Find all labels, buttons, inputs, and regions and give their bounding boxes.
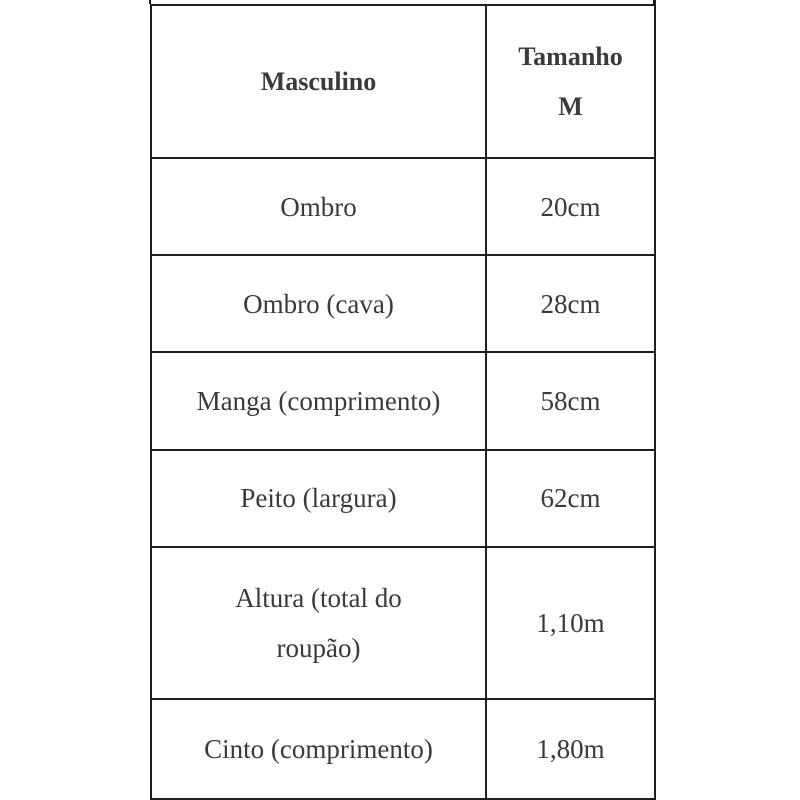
- header-masculino-label: Masculino: [260, 66, 377, 96]
- row-item-cell: [151, 158, 486, 255]
- row-value: 1,80m: [536, 733, 605, 764]
- row-value: 58cm: [540, 385, 601, 416]
- row-value-cell: [486, 547, 655, 699]
- row-item-label-line1: Altura (total do: [235, 582, 402, 613]
- header-masculino: [151, 5, 486, 158]
- row-value-cell: [486, 699, 655, 799]
- row-value: 62cm: [540, 483, 601, 514]
- table-row: [151, 547, 655, 699]
- row-value-cell: [486, 352, 655, 449]
- row-value: 20cm: [540, 191, 601, 222]
- table-row: [151, 158, 655, 255]
- row-item-label: Peito (largura): [240, 483, 397, 514]
- row-item-label-line2: roupão): [276, 632, 361, 663]
- row-item-label: Ombro (cava): [243, 288, 394, 319]
- header-tamanho: [486, 5, 655, 158]
- row-value-cell: [486, 255, 655, 352]
- table-row: [151, 255, 655, 352]
- row-item-cell: [151, 547, 486, 699]
- row-item-cell: [151, 450, 486, 547]
- header-size-m-label: M: [558, 91, 583, 121]
- size-chart-table: [150, 4, 656, 800]
- row-item-label: Cinto (comprimento): [204, 733, 433, 764]
- row-value-cell: [486, 158, 655, 255]
- table-header-row: [151, 5, 655, 158]
- table-row: [151, 450, 655, 547]
- row-value: 28cm: [540, 288, 601, 319]
- row-item-cell: [151, 255, 486, 352]
- row-item-label: Manga (comprimento): [196, 385, 441, 416]
- row-value-cell: [486, 450, 655, 547]
- row-item-label: Ombro: [280, 191, 357, 222]
- header-tamanho-label: Tamanho: [518, 41, 623, 71]
- table-row: [151, 352, 655, 449]
- row-item-cell: [151, 352, 486, 449]
- table-row: [151, 699, 655, 799]
- row-item-cell: [151, 699, 486, 799]
- row-value: 1,10m: [536, 607, 605, 638]
